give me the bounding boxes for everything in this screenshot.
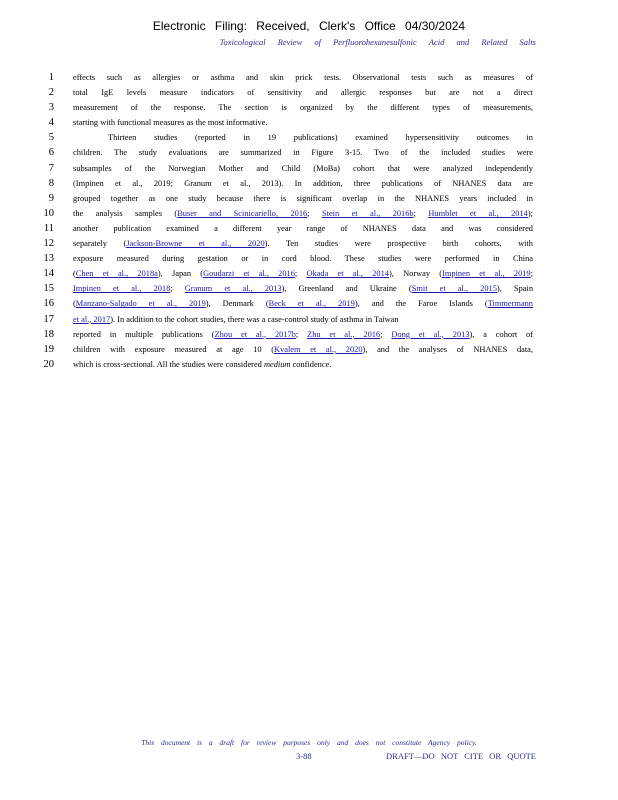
citation-link[interactable]: Stein et al., 2016b — [321, 208, 414, 218]
text-line — [0, 208, 618, 223]
line-text — [73, 148, 533, 157]
text-line — [0, 102, 618, 117]
text-line — [0, 298, 618, 313]
text-segment: ( — [73, 299, 76, 309]
citation-link[interactable]: Okada et al., 2014 — [306, 269, 389, 279]
text-segment: ), Japan ( — [157, 269, 204, 279]
text-segment: reported in multiple publications ( — [73, 329, 215, 339]
line-number: 15 — [43, 283, 54, 295]
line-number: 13 — [43, 253, 54, 265]
text-line — [0, 329, 618, 344]
text-segment: ( — [73, 269, 76, 279]
citation-link[interactable]: Smit et al., 2015 — [411, 284, 497, 294]
citation-link[interactable]: et al., 2017 — [73, 314, 111, 324]
text-segment: another publication examined a different year range of NHANES data and was considered — [73, 223, 533, 233]
line-text — [73, 88, 533, 97]
text-line — [0, 132, 618, 147]
text-segment: exposure measured during gestation or in cord blood. These studies were performed in China — [73, 254, 533, 264]
line-number: 4 — [48, 117, 54, 129]
text-segment: which is cross-sectional. All the studies were considered — [73, 359, 264, 369]
text-segment: ), Spain — [496, 284, 533, 294]
text-line — [0, 268, 618, 283]
text-line — [0, 359, 618, 374]
line-text — [73, 299, 533, 308]
line-number: 2 — [48, 87, 54, 99]
text-segment: ); — [527, 208, 533, 218]
citation-link[interactable]: Impinen et al., 2019 — [442, 269, 531, 279]
line-number: 6 — [48, 147, 54, 159]
line-text — [73, 315, 533, 324]
line-text — [73, 330, 533, 339]
text-segment: separately ( — [73, 239, 127, 249]
line-text — [73, 209, 533, 218]
line-number: 5 — [48, 132, 54, 144]
text-segment: starting with functional measures as the most informative. — [73, 118, 268, 128]
text-segment: ; — [380, 329, 392, 339]
text-line — [0, 147, 618, 162]
page-number: 3-88 — [296, 751, 312, 761]
line-number: 1 — [48, 72, 54, 83]
line-text — [73, 179, 533, 188]
text-segment: ), Norway ( — [389, 269, 443, 279]
running-title: Toxicological Review of Perfluorohexanesulfonic Acid and Related Salts — [219, 37, 536, 47]
citation-link[interactable]: Humblet et al., 2014 — [428, 208, 528, 218]
citation-link[interactable]: Zhou et al., 2017b — [214, 329, 296, 339]
text-segment: grouped together as one study because there is significant overlap in the NHANES years included in — [73, 193, 533, 203]
text-segment: ). Ten studies were prospective birth cohorts, with — [264, 239, 533, 249]
text-segment: the analysis samples ( — [73, 208, 178, 218]
line-text — [73, 360, 533, 369]
citation-link[interactable]: Zhu et al., 2016 — [307, 329, 381, 339]
text-segment: ; — [295, 329, 308, 339]
text-line — [0, 87, 618, 102]
text-segment: children. The study evaluations are summarized in Figure 3-15. Two of the included studies were — [73, 148, 533, 158]
line-number: 8 — [48, 177, 54, 189]
text-segment: effects such as allergies or asthma and skin prick tests. Observational tests such as measures of — [73, 73, 533, 82]
line-text — [73, 73, 533, 82]
text-line — [0, 283, 618, 298]
text-segment: ; — [413, 208, 429, 218]
line-number: 18 — [43, 328, 54, 340]
text-segment: ). In addition to the cohort studies, there was a case-control study of asthma in Taiwan — [110, 314, 399, 324]
emphasis-text: medium — [263, 359, 291, 369]
citation-link[interactable]: Impinen et al., 2018 — [73, 284, 171, 294]
line-text — [73, 164, 533, 173]
line-text — [73, 194, 533, 203]
line-number: 10 — [43, 207, 54, 219]
line-text — [73, 284, 533, 293]
text-segment: measurement of the response. The section is organized by the different types of measurements, — [73, 103, 533, 113]
text-line — [0, 223, 618, 238]
line-text — [73, 133, 533, 142]
line-number: 7 — [48, 162, 54, 174]
citation-link[interactable]: Buser and Scinicariello, 2016 — [177, 208, 308, 218]
text-segment: confidence. — [290, 359, 332, 369]
text-line — [0, 163, 618, 178]
text-segment: subsamples of the Norwegian Mother and Child (MoBa) cohort that were analyzed independently — [73, 163, 533, 173]
text-line — [0, 72, 618, 87]
text-segment: ), and the Faroe Islands ( — [354, 299, 488, 309]
line-number: 17 — [43, 313, 54, 325]
text-line — [0, 178, 618, 193]
text-segment: (Impinen et al., 2019; Granum et al., 2013). In addition, three publications of NHANES data are — [73, 178, 533, 188]
text-segment: ), and the analyses of NHANES data, — [362, 344, 533, 354]
text-line — [0, 253, 618, 268]
text-segment: ), Denmark ( — [205, 299, 269, 309]
filing-stamp: Electronic Filing: Received, Clerk's Office 04/30/2024 — [152, 19, 466, 33]
text-line — [0, 238, 618, 253]
line-number: 19 — [43, 343, 54, 355]
citation-link[interactable]: Goudarzi et al., 2016 — [203, 269, 295, 279]
body-text — [0, 72, 618, 374]
citation-link[interactable]: Granum et al., 2013 — [184, 284, 282, 294]
line-text — [73, 345, 533, 354]
text-segment: ; — [170, 284, 185, 294]
text-segment: ), a cohort of — [469, 329, 533, 339]
line-number: 12 — [43, 238, 54, 250]
text-segment: ; — [307, 208, 322, 218]
text-segment: ; — [294, 269, 307, 279]
draft-stamp: DRAFT—DO NOT CITE OR QUOTE — [386, 751, 536, 761]
line-number: 3 — [48, 102, 54, 114]
draft-notice: This document is a draft for review purposes only and does not constitute Agency policy. — [141, 738, 477, 747]
line-text — [73, 269, 533, 278]
citation-link[interactable]: Dong et al., 2013 — [391, 329, 470, 339]
line-text — [73, 254, 533, 263]
text-segment: children with exposure measured at age 10 ( — [73, 344, 275, 354]
citation-link[interactable]: Chen et al., 2018a — [75, 269, 158, 279]
text-line — [0, 117, 618, 132]
line-text — [73, 118, 533, 127]
line-text — [73, 239, 533, 248]
text-segment: ), Greenland and Ukraine ( — [281, 284, 412, 294]
citation-link[interactable]: Timmermann — [487, 299, 533, 309]
citation-link[interactable]: Manzano-Salgado et al., 2019 — [75, 299, 206, 309]
text-segment: Thirteen studies (reported in 19 publications) examined hypersensitivity outcomes in — [108, 133, 533, 143]
line-number: 14 — [43, 268, 54, 280]
citation-link[interactable]: Beck et al., 2019 — [268, 299, 355, 309]
text-line — [0, 193, 618, 208]
line-number: 20 — [43, 358, 54, 370]
citation-link[interactable]: Kvalem et al., 2020 — [274, 344, 363, 354]
line-number: 11 — [43, 222, 54, 234]
line-text — [73, 103, 533, 112]
citation-link[interactable]: Jackson-Browne et al., 2020 — [126, 239, 265, 249]
text-line — [0, 314, 618, 329]
line-text — [73, 224, 533, 233]
text-segment: total IgE levels measure indicators of sensitivity and allergic responses but are not a direct — [73, 88, 533, 98]
text-line — [0, 344, 618, 359]
text-segment: ; — [530, 269, 533, 279]
line-number: 16 — [43, 298, 54, 310]
line-number: 9 — [48, 192, 54, 204]
